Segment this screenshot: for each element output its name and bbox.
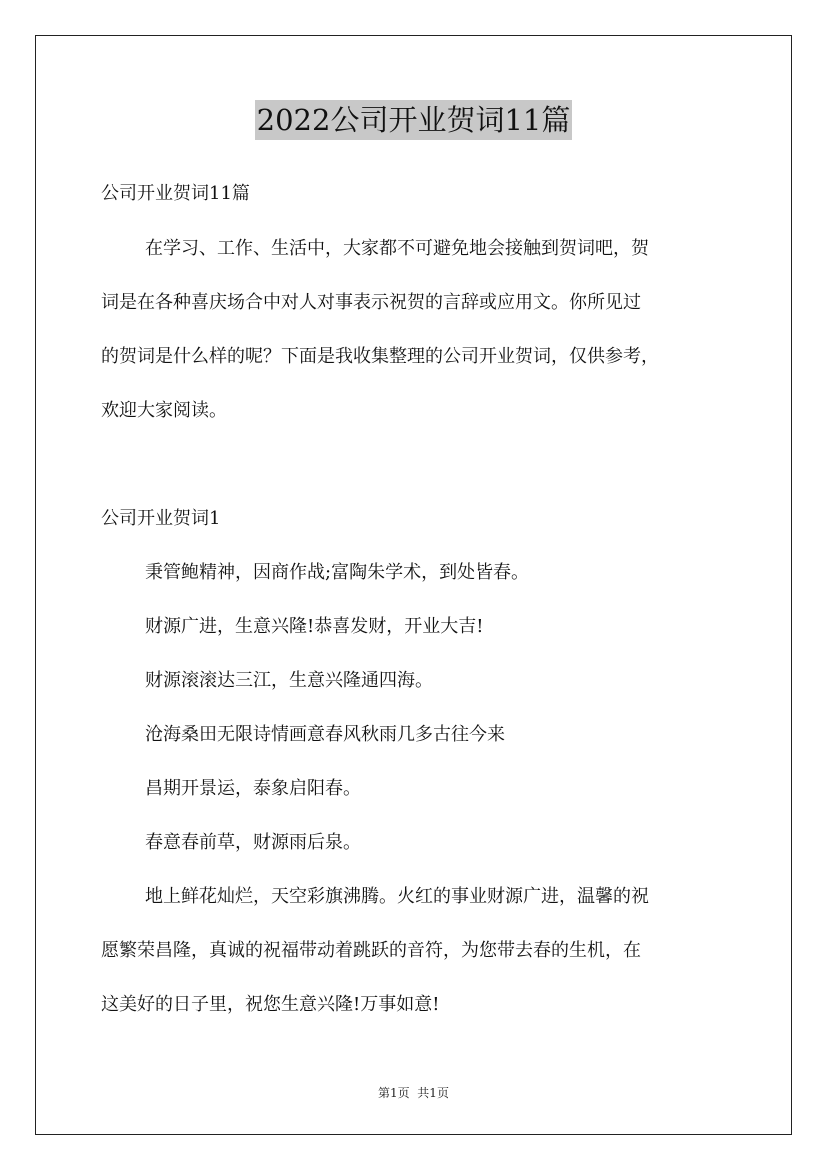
subtitle: 公司开业贺词11篇 [101,183,250,204]
couplet-line: 秉管鲍精神，因商作战;富陶朱学术，到处皆春。 [145,562,530,583]
intro-line: 欢迎大家阅读。 [101,400,227,421]
intro-line: 在学习、工作、生活中，大家都不可避免地会接触到贺词吧，贺 [145,238,649,259]
closing-line: 这美好的日子里，祝您生意兴隆!万事如意! [101,994,440,1015]
closing-line: 地上鲜花灿烂，天空彩旗沸腾。火红的事业财源广进，温馨的祝 [145,886,649,907]
couplet-line: 财源广进，生意兴隆!恭喜发财，开业大吉! [145,616,484,637]
couplet-line: 沧海桑田无限诗情画意春风秋雨几多古往今来 [145,724,505,745]
section-heading: 公司开业贺词1 [101,508,221,529]
couplet-line: 昌期开景运，泰象启阳春。 [145,778,361,799]
couplet-line: 春意春前草，财源雨后泉。 [145,832,361,853]
couplet-line: 财源滚滚达三江，生意兴隆通四海。 [145,670,433,691]
closing-line: 愿繁荣昌隆，真诚的祝福带动着跳跃的音符，为您带去春的生机，在 [101,940,641,961]
intro-line: 词是在各种喜庆场合中对人对事表示祝贺的言辞或应用文。你所见过 [101,292,641,313]
intro-line: 的贺词是什么样的呢？下面是我收集整理的公司开业贺词，仅供参考， [101,346,659,367]
document-title: 2022公司开业贺词11篇 [255,100,573,140]
page-number: 第1页 共1页 [378,1086,449,1100]
